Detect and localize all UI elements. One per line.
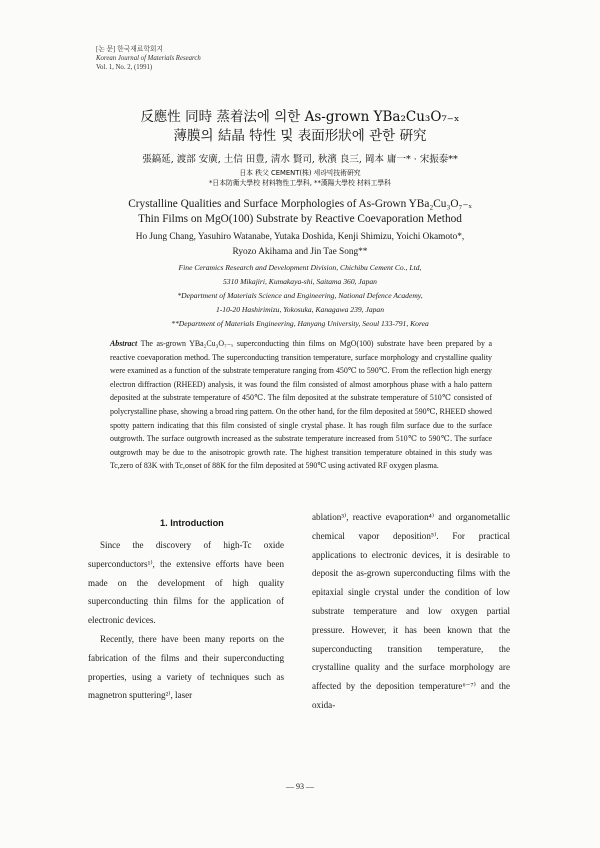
journal-header [96,45,201,72]
journal-header-line-3: Vol. 1, No. 2, (1991) [96,64,153,71]
abstract-label: Abstract [110,339,138,348]
korean-affiliation-2: *日本防衛大學校 材料物性工學科, **漢陽大學校 材料工學科 [209,179,391,187]
korean-authors: 張鎬延, 渡部 安廣, 土信 田豊, 淸水 賢司, 秋濱 良三, 岡本 庸一* · 宋振泰** [142,154,458,165]
left-paragraph-1: Since the discovery of high-Tc oxide superconductors¹⁾, the extensive efforts have been made on the development of high quality superconducting thin films for the application of electronic devices. [88,540,284,626]
right-paragraph-1: ablation³⁾, reactive evaporation⁴⁾ and organometallic chemical vapor deposition⁵⁾. For practical applications to electronic devices, it is desirable to deposit the as-grown superconducting films with the epitaxial single crystal under the condition of low substrate temperature and low oxygen partial pressure. However, it has been known that the superconducting transition temperature, the crystalline quality and the surface morphology are affected by the deposition temperature⁶⁻⁷⁾ and the oxida- [312,512,510,710]
left-paragraph-2: Recently, there have been many reports on the fabrication of the films and their superconducting properties, using a variety of techniques such as magnetron sputtering²⁾, laser [88,633,284,701]
affiliation-3: **Department of Materials Engineering, Hanyang University, Seoul 133-791, Korea [171,319,429,328]
affiliation-2-line-2: 1-10-20 Hashirimizu, Yokosuka, Kanagawa 239, Japan [215,305,385,314]
affiliation-2-line-1: *Department of Materials Science and Engineering, National Defence Academy, [177,291,423,300]
affiliation-1-line-1: Fine Ceramics Research and Development Division, Chichibu Cement Co., Ltd, [178,263,422,272]
english-title-line-1: Crystalline Qualities and Surface Morphologies of As-Grown YBa₂Cu₃O₇₋ₓ [128,198,472,210]
section-heading: 1. Introduction [160,518,224,528]
english-title-line-2: Thin Films on MgO(100) Substrate by Reactive Coevaporation Method [138,213,462,225]
korean-title-line-1: 反應性 同時 蒸着法에 의한 As-grown YBa₂Cu₃O₇₋ₓ [140,109,460,125]
affiliation-1-line-2: 5310 Mikajiri, Kumakaya-shi, Saitama 360, Japan [223,277,377,286]
left-column [88,536,284,705]
abstract [110,337,492,473]
right-column [312,508,510,715]
journal-header-line-1: [논 문] 한국재료학회지 [96,46,164,53]
journal-header-line-2: Korean Journal of Materials Research [96,55,201,62]
page-number: — 93 — [286,782,314,791]
english-authors-line-2: Ryozo Akihama and Jin Tae Song** [232,247,368,257]
english-authors-line-1: Ho Jung Chang, Yasuhiro Watanabe, Yutaka Doshida, Kenji Shimizu, Yoichi Okamoto*, [135,232,465,242]
korean-affiliation-1: 日本 秩父 CEMENT(株) 세라믹技術硏究 [239,169,361,177]
korean-title-line-2: 薄膜의 結晶 特性 및 表面形狀에 관한 硏究 [173,128,427,144]
abstract-text: The as-grown YBa₂Cu₃O₇₋ₓ superconducting thin films on MgO(100) substrate have been prepared by a reactive coevaporation method. The superconducting transition temperature, surface morphology and crystalline quality were examined as a function of the substrate temperature ranging from 450℃ to 590℃. From the reflection high energy electron diffraction (RHEED) analysis, it was found the film consisted of almost amorphous phase with a halo pattern deposited at the substrate temperature of 450℃. The film deposited at the substrate temperature of 510℃ consisted of polycrystalline phase, showing a broad ring pattern. On the other hand, for the film deposited at 590℃, RHEED showed spotty pattern indicating that this film consisted of single crystal phase. It has rough film surface due to the surface outgrowth. The surface outgrowth increased as the substrate temperature increased from 510℃ to 590℃. The surface outgrowth may be due to the anisotropic growth rate. The highest transition temperature obtained in this study was Tc,zero of 83K with Tc,onset of 88K for the film deposited at 590℃ using activated RF oxygen plasma. [110,339,492,471]
